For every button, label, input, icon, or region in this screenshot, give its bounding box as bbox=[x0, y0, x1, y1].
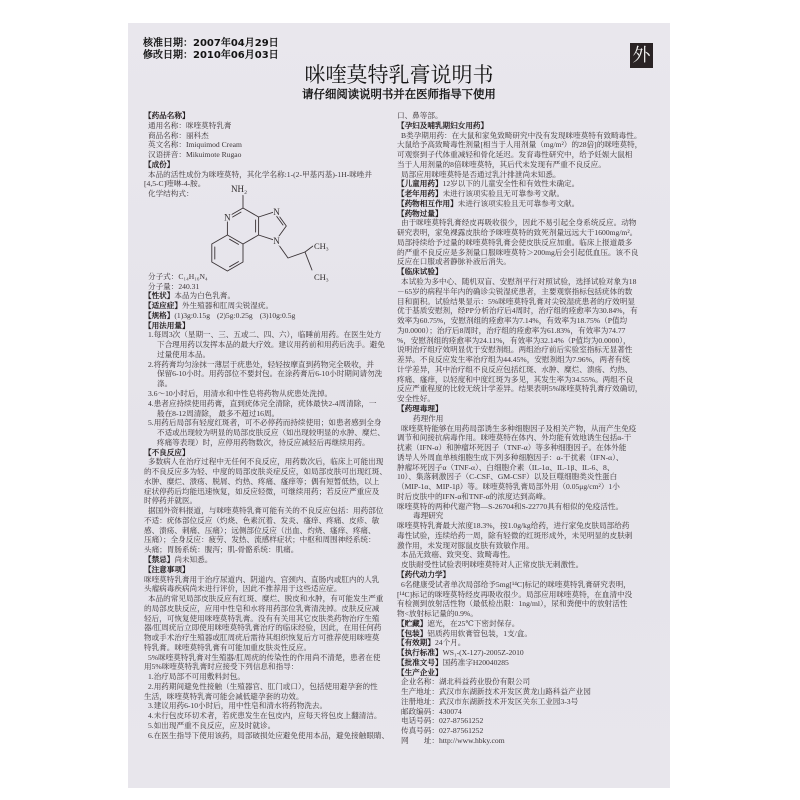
text-line: 器/肛周疣后立即使用咪喹莫特乳膏治疗的临床经验，因此，在用任何药 bbox=[144, 623, 382, 633]
section-adverse-reactions bbox=[144, 448, 394, 555]
text-line: 疼痛、瘙痒，以轻度和中度红斑为多见，其发生率为34.55%。两组不良 bbox=[397, 374, 634, 384]
text-line: [¹⁴C]标记的咪喹莫特经皮再吸收很少。局部应用咪喹莫特，在血清中没 bbox=[397, 589, 633, 599]
text-line: 物<放射标记量的0.9%。 bbox=[397, 609, 478, 619]
text-line: 调节和间接抗病毒作用。咪喹莫特在体内、外均能有效地诱生包括α-干 bbox=[397, 433, 632, 443]
text-line: （MIP-1α、MIP-1β）等。咪喹莫特乳膏局部外用（0.05μg/cm²）1小 bbox=[397, 482, 620, 492]
section-precautions bbox=[144, 565, 394, 741]
document-title: 咪喹莫特乳膏说明书 bbox=[304, 63, 494, 87]
quinoline-nitrogen-label: N bbox=[224, 212, 231, 223]
precautions-continued: 口、鼻等部。 bbox=[397, 111, 443, 120]
text-line: 感、溃疡、刺痛、压痛）；远侧部位反应（出血、灼烧、瘙痒、疼痛、 bbox=[144, 525, 376, 535]
section-drug-name bbox=[144, 111, 394, 160]
text-line: 效率为60.75%，安慰剂组的痊愈率为7.14%，有效率为18.75%（P值均 bbox=[397, 316, 628, 326]
dosage-line: 过量使用本品。 bbox=[157, 349, 211, 359]
section-heading-adverse-reactions: 【不良反应】 bbox=[144, 447, 190, 457]
dosage-line: 1.每周3次（星期一、三、五或二、四、六），临睡前用药。在医生处方 bbox=[148, 330, 382, 340]
section-heading-validity: 【有效期】 bbox=[397, 638, 435, 648]
text-line: 头痛；胃肠系统：腹泻；肌-骨骼系统：肌痛。 bbox=[144, 545, 299, 555]
text-line: 研究表明，家兔裸露皮肤给予咪喹莫特的致死剂量远远大于1600mg/m²。 bbox=[397, 228, 638, 238]
precaution-item-continued: 生活，咪喹莫特乳膏可能会减低避孕套的功效。 bbox=[144, 691, 304, 701]
website: 网 址：http://www.hbky.com bbox=[401, 736, 505, 745]
text-line: 5%咪喹莫特乳膏对生殖器/肛周疣的传染性的作用尚不清楚，患者在使 bbox=[148, 652, 381, 662]
section-heading-dosage: 【用法用量】 bbox=[144, 320, 190, 330]
section-indications bbox=[144, 301, 394, 311]
text-line: 反应严重程度的比较无统计学差异。结果表明5%咪喹莫特乳膏疗效确切， bbox=[397, 384, 643, 394]
dosage-line: 疼痛等表现）时，应停用药物数次，待反应减轻后再继续用药。 bbox=[157, 437, 370, 447]
section-geriatric-use bbox=[397, 189, 663, 199]
text-line: 安全性好。 bbox=[397, 394, 435, 404]
text-line: 水肿、糜烂、溃疡、脱屑、灼热、疼痛、瘙痒等；偶有短暂低热，以上 bbox=[144, 476, 380, 486]
text-line: 当于人用剂量的8倍咪喹莫特，其后代未发现有严重不良反应。 bbox=[397, 159, 606, 169]
text-line: 头瘤病毒疾病尚未进行评价，因此不推荐用于这些适应症。 bbox=[144, 584, 342, 594]
dosage-line: 3.6～10小时后，用清水和中性皂将药物从疣患处洗掉。 bbox=[148, 388, 333, 398]
text-line: 时后皮肤中的IFN-α和TNF-α的浓度达到高峰。 bbox=[397, 491, 551, 501]
dosage-line: 涤。 bbox=[157, 379, 173, 389]
dosage-line: 不适或出现较为明显的局部皮肤反应（如出现较明显的水肿、糜烂、 bbox=[157, 428, 385, 438]
text-line: －65岁的病程半年内的确诊尖锐湿疣患者，主要观察指标包括疣体的数 bbox=[397, 286, 633, 296]
specification-item: (2)5g:0.25g bbox=[217, 310, 253, 320]
document-subtitle: 请仔细阅读说明书并在医师指导下使用 bbox=[302, 87, 496, 101]
text-line: 的不良反应多为轻、中度的局部皮肤炎症反应，如局部皮肤可出现红斑、 bbox=[144, 467, 387, 477]
text-line: 症状停药后均能迅速恢复，如反应轻微，可继续用药；若反应严重应及 bbox=[144, 486, 380, 496]
text-line: 的严重不良反应是多剂量口服咪喹莫特＞200mg后会引起低血压。该不良 bbox=[397, 247, 639, 257]
text-line: 皮肤耐受性试验表明咪喹莫特对人正常皮肤无刺激性。 bbox=[401, 560, 584, 570]
text-line: 用5%咪喹莫特乳膏时应接受下列信息和指导： bbox=[144, 662, 299, 672]
contraindications-text: 尚未知悉。 bbox=[174, 554, 213, 564]
section-heading-precautions: 【注意事项】 bbox=[144, 564, 190, 574]
text-line: 大鼠给予高致畸毒性剂量[相当于人用剂量（mg/m²）的28倍]的咪喹莫特， bbox=[397, 140, 643, 150]
pinyin-name: 汉语拼音：Mikuimote Rugao bbox=[148, 150, 242, 160]
precaution-item: 4.未行包皮环切术者，若疣患发生在包皮内，应每天将包皮上翻清洁。 bbox=[148, 711, 382, 721]
section-heading-indications: 【适应症】 bbox=[144, 301, 182, 311]
dosage-line: 5.用药后局部有轻度红斑者，可不必停药而持续使用；如患者感到全身 bbox=[148, 418, 382, 428]
text-line: B类孕期用药：在大鼠和家兔致畸研究中没有发现咪喹莫特有致畸毒性。 bbox=[401, 130, 642, 140]
subheading-pharmacology: 药理作用 bbox=[413, 413, 444, 423]
precaution-item: 6.在医生指导下使用该药，局部破损处应避免使用本品，避免接触眼睛、 bbox=[148, 730, 390, 740]
section-clinical-trials bbox=[397, 267, 663, 404]
text-line: 计学差异，其中治疗组不良反应包括红斑、水肿、糜烂、溃疡、灼热、 bbox=[397, 364, 633, 374]
chemical-structure-diagram bbox=[204, 179, 334, 285]
section-heading-storage: 【贮藏】 bbox=[397, 618, 428, 628]
text-line: 诱导人外周血单核细胞生成下列多种细胞因子：α-干扰素（IFN-α）、 bbox=[397, 452, 624, 462]
section-heading-pediatric-use: 【儿童用药】 bbox=[397, 179, 443, 189]
indications-text: 外生殖器和肛周尖锐湿疣。 bbox=[181, 301, 274, 311]
text-line: 肿瘤坏死因子α（TNF-α）、白细胞介素（IL-1α、IL-1β、IL-6、8、 bbox=[397, 462, 615, 472]
drug-interactions-text: 未进行该项实验且无可靠参考文献。 bbox=[457, 198, 580, 208]
section-heading-composition: 【成份】 bbox=[144, 159, 175, 169]
section-heading-contraindications: 【禁忌】 bbox=[144, 554, 175, 564]
text-line: 差异。不良反应发生率治疗组为44.45%，安慰剂组为7.96%，两者有统 bbox=[397, 355, 630, 365]
text-line: 反应在口服或者静脉补液后消失。 bbox=[397, 257, 511, 267]
section-appearance bbox=[144, 291, 394, 301]
text-line: 咪喹莫特乳膏用于治疗尿道内、阴道内、宫颈内、直肠内或肛内的人乳 bbox=[144, 574, 380, 584]
text-line: 激作用，未发现对豚鼠皮肤有致敏作用。 bbox=[397, 540, 534, 550]
structure-label: 化学结构式： bbox=[148, 189, 194, 199]
section-standard bbox=[397, 648, 663, 658]
imidazole-nitrogen-label: N bbox=[273, 206, 280, 217]
section-packaging bbox=[397, 629, 663, 639]
section-pharmacokinetics bbox=[397, 570, 663, 619]
precaution-item: 5.如出现严重不良反应，应及时就诊。 bbox=[148, 721, 276, 730]
section-heading-pharmacokinetics: 【药代动力学】 bbox=[397, 569, 451, 579]
specification-item: (1)3g:0.15g bbox=[174, 310, 211, 320]
section-heading-manufacturer: 【生产企业】 bbox=[397, 667, 443, 677]
text-line: 优于基质安慰剂，经PP分析治疗后4周时，治疗组的痊愈率为30.84%，有 bbox=[397, 306, 638, 316]
methyl-lower-label: CH₃ bbox=[314, 271, 329, 282]
precaution-item: 3.建议用药6-10小时后，用中性皂和清水将药物洗去。 bbox=[148, 701, 328, 711]
chemical-name: 本品的活性成份为咪喹莫特，其化学名称:1-(2-甲基丙基)-1H-咪唑并 bbox=[148, 169, 372, 179]
text-line: 物或手术治疗生殖器或肛周疣后需待其组织恢复后方可推荐使用咪喹莫 bbox=[144, 633, 380, 643]
molecular-weight: 分子量：240.31 bbox=[148, 281, 200, 291]
text-line: 咪喹莫特乳膏最大浓度18.3%，按1.0g/kg给药，进行家兔皮肤局部给药 bbox=[397, 521, 630, 531]
validity-text: 24个月。 bbox=[434, 638, 466, 648]
text-line: 说明治疗组疗效明显优于安慰剂组。两组治疗前后实验室指标无显著性 bbox=[397, 345, 633, 355]
section-drug-interactions bbox=[397, 199, 663, 209]
section-overdose bbox=[397, 209, 663, 268]
precaution-item: 2.用药期间避免性接触（生殖器官、肛门或口），包括使用避孕套的性 bbox=[148, 681, 378, 691]
trade-name: 商品名称：丽科杰 bbox=[148, 130, 209, 140]
section-heading-pregnancy-lactation: 【孕妇及哺乳期妇女用药】 bbox=[397, 120, 489, 130]
text-line: 毒性试验，连续给药一周，除有轻微的红斑形成外，未见明显的皮肤刺 bbox=[397, 530, 633, 540]
section-manufacturer bbox=[397, 668, 663, 746]
english-name: 英文名称：Imiquimod Cream bbox=[148, 140, 242, 150]
text-line: 不适：疣体部位反应（灼烧、色素沉着、发炎、瘙痒、疼痛、皮疹、敏 bbox=[144, 515, 380, 525]
section-contraindications bbox=[144, 555, 394, 565]
dosage-line: 保留6-10小时。用药部位不要封包。在涂药膏后6-10小时期间请勿洗 bbox=[157, 369, 383, 379]
production-address: 生产地址：武汉市东湖新技术开发区黄龙山路科益产业园 bbox=[401, 687, 591, 697]
section-pregnancy-lactation bbox=[397, 121, 663, 180]
fax-number: 传真号码：027-87561252 bbox=[401, 726, 484, 736]
methyl-upper-label: CH₃ bbox=[314, 240, 329, 251]
dosage-line: 下合理用药以发挥本品的最大疗效。建议用药前和用药后洗手。避免 bbox=[157, 340, 385, 350]
postal-code: 邮政编码：430074 bbox=[401, 706, 462, 716]
right-column bbox=[397, 111, 663, 746]
section-dosage bbox=[144, 321, 394, 448]
section-heading-approval-number: 【批准文号】 bbox=[397, 657, 443, 667]
text-line: 扰素（IFN-α）和肿瘤坏死因子（TNF-α）等多种细胞因子。在体外能 bbox=[397, 443, 627, 453]
text-line: 目和面积。试验结果显示：5%咪喹莫特乳膏对尖锐湿疣患者的疗效明显 bbox=[397, 296, 635, 306]
text-line: 有检测到放射活性物（最低检出限：1ng/ml），尿和粪便中的放射活性 bbox=[397, 599, 628, 609]
dosage-line: 2.将药膏均匀涂抹一薄层于疣患处，轻轻按摩直到药物完全吸收，并 bbox=[148, 359, 374, 369]
text-line: 时停药并就医。 bbox=[144, 496, 198, 506]
generic-name: 通用名称：咪喹莫特乳膏 bbox=[148, 120, 232, 130]
text-line: 特乳膏。咪喹莫特乳膏有可能加重皮肤炎性反应。 bbox=[144, 642, 312, 652]
substituted-nitrogen-label: N bbox=[273, 235, 280, 246]
text-line: 局部持续给予过量的咪喹莫特乳膏会使皮肤反应加重。临床上报道最多 bbox=[397, 237, 633, 247]
approval-date: 核准日期：2007年04月29日 bbox=[143, 38, 279, 49]
text-line: 咪喹莫特的两种代谢产物—S-26704和S-22770具有相似的免疫活性。 bbox=[397, 501, 624, 511]
text-line: 轻后，可恢复使用咪喹莫特乳膏。没有有关用其它皮肤类药物治疗生殖 bbox=[144, 613, 380, 623]
geriatric-use-text: 未进行该项实验且无可靠参考文献。 bbox=[442, 189, 565, 199]
section-composition bbox=[144, 160, 394, 291]
text-line: 由于咪喹莫特乳膏经皮再吸收很少，因此不易引起全身系统反应。动物 bbox=[401, 218, 637, 228]
specification-item: (3)10g:0.5g bbox=[259, 310, 296, 320]
approval-number-text: 国药准字H20040285 bbox=[442, 657, 509, 667]
left-column bbox=[144, 111, 394, 741]
text-line: 多数病人在治疗过程中无任何不良反应，用药数次后，临床上可能出现 bbox=[148, 457, 384, 467]
text-line: 局部应用咪喹莫特是否通过乳汁排泄尚未知悉。 bbox=[401, 169, 561, 179]
section-pharmacology-toxicology bbox=[397, 404, 663, 570]
text-line: 本试验为多中心、随机双盲、安慰剂平行对照试验，选择试验对象为18 bbox=[401, 277, 637, 287]
text-line: 本品的常见局部皮肤反应有红斑、糜烂、脱皮和水肿，有可能发生严重 bbox=[148, 594, 384, 604]
text-line: 为0.0000）；治疗后8周时，治疗组的痊愈率为61.83%，有效率为74.77 bbox=[397, 325, 626, 335]
text-line: 据国外资料报道，与咪喹莫特乳膏可能有关的不良反应包括：用药部位 bbox=[148, 506, 384, 516]
text-line: 的局部皮肤反应，应用中性皂和水将用药部位乳膏清洗掉。皮肤反应减 bbox=[144, 603, 380, 613]
section-heading-pharmacology-toxicology: 【药理毒理】 bbox=[397, 403, 443, 413]
section-heading-drug-interactions: 【药物相互作用】 bbox=[397, 198, 458, 208]
amine-group-label: NH₂ bbox=[231, 183, 248, 194]
registered-address: 注册地址：武汉市东湖新技术开发区关东工业园3-3号 bbox=[401, 696, 579, 706]
revision-date: 修改日期：2010年06月03日 bbox=[143, 50, 279, 61]
text-line: 6名健康受试者单次局部给予5mg[¹⁴C]标记的咪喹莫特乳膏研究表明， bbox=[401, 579, 631, 589]
section-storage bbox=[397, 619, 663, 629]
subheading-toxicology: 毒理研究 bbox=[413, 511, 444, 521]
external-use-badge: 外 bbox=[630, 43, 653, 68]
standard-text: WS₁-(X-127)-2005Z-2010 bbox=[442, 648, 524, 658]
text-line: 咪喹莫特能够在用药局部诱生多种细胞因子及相关产物，从而产生免疫 bbox=[401, 423, 637, 433]
section-heading-appearance: 【性状】 bbox=[144, 291, 175, 301]
storage-text: 遮光，在25℃下密封保存。 bbox=[427, 618, 520, 628]
section-heading-packaging: 【包装】 bbox=[397, 628, 428, 638]
text-line: %，安慰剂组的痊愈率为24.11%，有效率为32.14%（P值均为0.0000）， bbox=[397, 335, 631, 345]
section-heading-drug-name: 【药品名称】 bbox=[144, 111, 190, 120]
section-heading-standard: 【执行标准】 bbox=[397, 648, 443, 658]
text-line: 压痛）；全身反应：疲劳、发热、流感样症状；中枢和周围神经系统： bbox=[144, 535, 376, 545]
pediatric-use-text: 12岁以下的儿童安全性和有效性未确定。 bbox=[442, 179, 580, 189]
section-heading-clinical-trials: 【临床试验】 bbox=[397, 267, 443, 277]
section-heading-geriatric-use: 【老年用药】 bbox=[397, 189, 443, 199]
appearance-text: 本品为白色乳膏。 bbox=[174, 291, 236, 301]
section-heading-overdose: 【药物过量】 bbox=[397, 208, 443, 218]
dosage-line: 般在8-12周清除， 最多不超过16周。 bbox=[157, 408, 280, 418]
molecular-formula: 分子式：C₁₄H₁₆N₄ bbox=[148, 271, 208, 281]
text-line: 可观察到子代体重减轻和骨化延迟。发育毒性研究中，给予妊娠大鼠相 bbox=[397, 150, 633, 160]
dosage-line: 4.患者应持续使用药膏，直到疣体完全清除，疣体最快2-4周清除，一 bbox=[148, 398, 377, 408]
text-line: 本品无致癌、致突变、致畸毒性。 bbox=[401, 550, 515, 560]
phone-number: 电话号码：027-87561252 bbox=[401, 716, 484, 726]
packaging-text: 铝质药用软膏管包装，1支/盒。 bbox=[427, 628, 532, 638]
section-heading-specifications: 【规格】 bbox=[144, 310, 175, 320]
text-line: 10）、集落刺激因子（C-CSF、GM-CSF）以及巨噬细胞类炎性蛋白 bbox=[397, 472, 618, 482]
section-validity bbox=[397, 638, 663, 648]
section-approval-number bbox=[397, 658, 663, 668]
precaution-item: 1.治疗局部不可用敷料封包。 bbox=[148, 672, 245, 682]
company-name: 企业名称：湖北科益药业股份有限公司 bbox=[401, 677, 531, 687]
section-pediatric-use bbox=[397, 179, 663, 189]
section-specifications bbox=[144, 311, 394, 321]
chemical-name-continued: [4,5-C]喹啉-4-胺。 bbox=[144, 179, 206, 189]
